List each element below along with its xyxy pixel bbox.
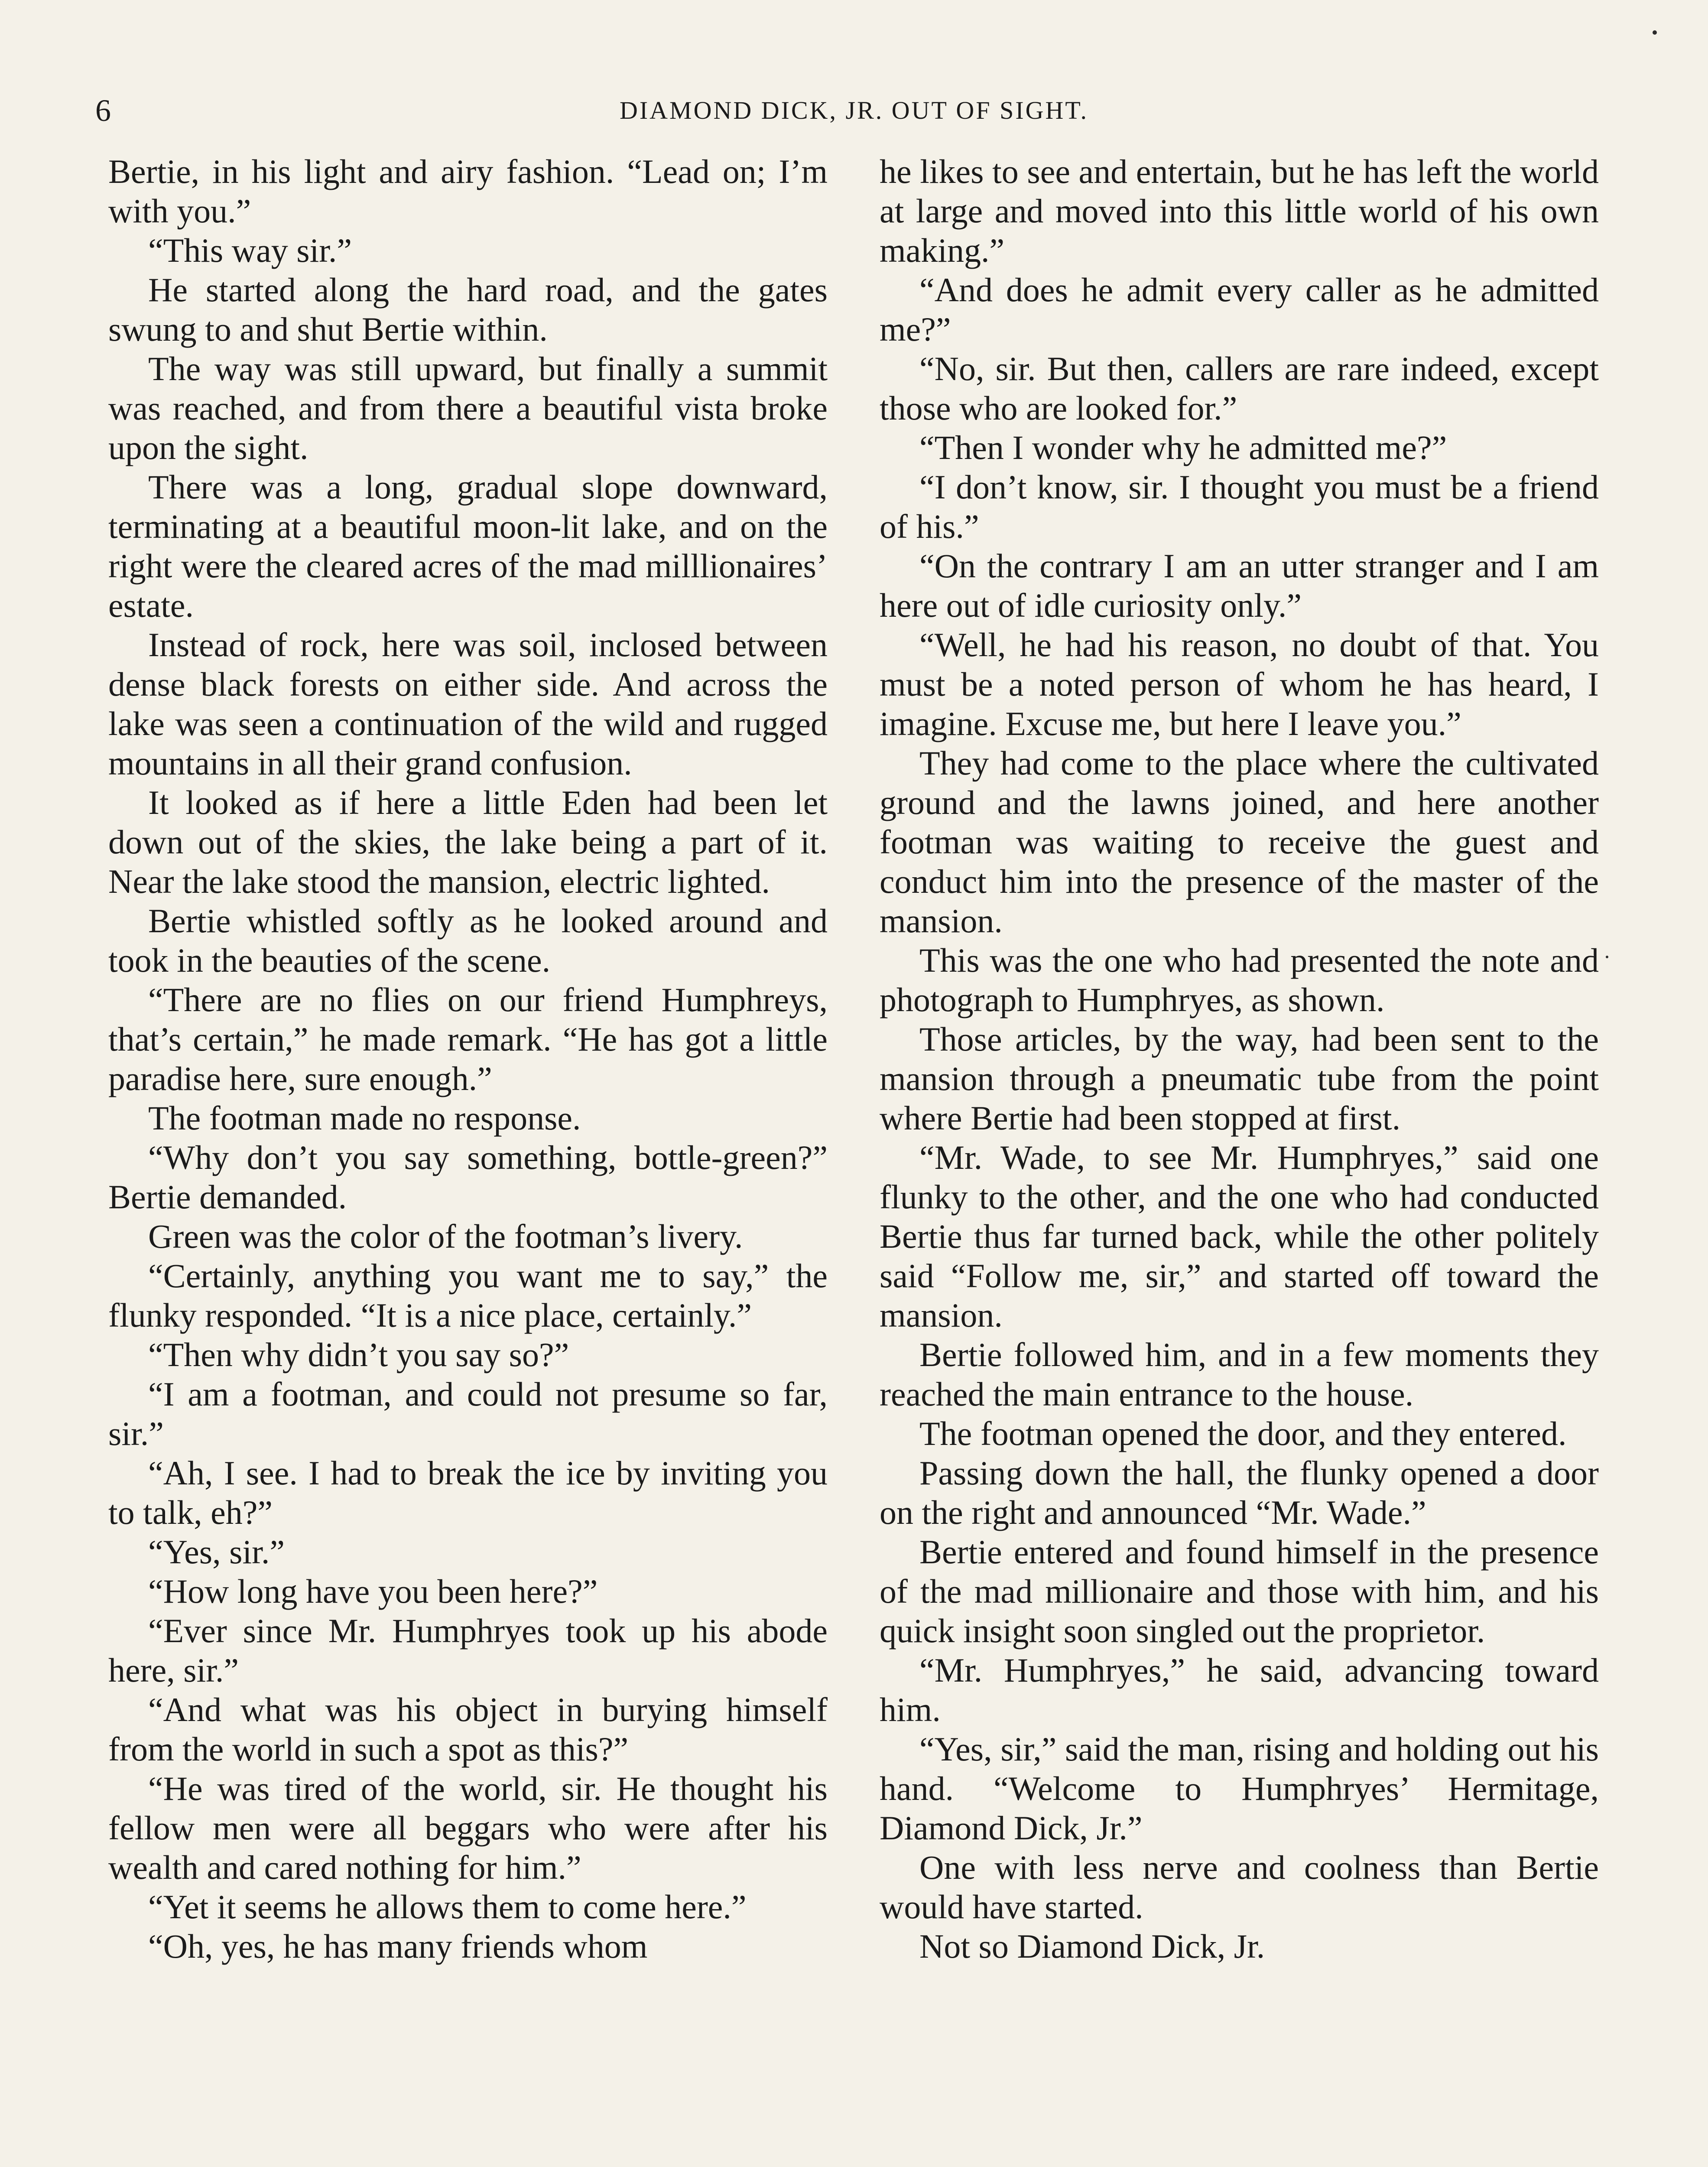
paragraph: The footman made no response. [148, 1099, 581, 1137]
paragraph: “How long have you been here?” [148, 1572, 598, 1610]
paragraph: “I am a footman, and could not presume so far, sir.” [108, 1375, 828, 1452]
paragraph: “Then I wonder why he admitted me?” [919, 429, 1447, 466]
paragraph: Passing down the hall, the flunky opened a door on the right and announced “Mr. Wade.” [880, 1454, 1599, 1531]
paragraph: Bertie entered and found himself in the presence of the mad millionaire and those with him, and his quick insight soon singled out the proprietor. [880, 1533, 1599, 1650]
paragraph: “He was tired of the world, sir. He thought his fellow men were all beggars who were after his wealth and cared nothing for him.” [108, 1770, 828, 1886]
paragraph: “Certainly, anything you want me to say,” the flunky responded. “It is a nice place, certainly.” [108, 1257, 828, 1334]
paragraph: “There are no flies on our friend Humphreys, that’s certain,” he made remark. “He has got a little paradise here, sure enough.” [108, 981, 828, 1097]
paragraph: They had come to the place where the cultivated ground and the lawns joined, and here another footman was waiting to receive the guest and conduct him into the presence of the master of the mansion. [880, 744, 1599, 940]
paragraph: “This way sir.” [148, 231, 352, 269]
article-columns [108, 152, 1599, 2167]
paragraph: “On the contrary I am an utter stranger and I am here out of idle curiosity only.” [880, 547, 1599, 624]
paragraph: “And what was his object in burying himself from the world in such a spot as this?” [108, 1691, 828, 1768]
running-title: DIAMOND DICK, JR. OUT OF SIGHT. [619, 96, 1089, 124]
paragraph: Green was the color of the footman’s livery. [148, 1217, 743, 1255]
paragraph: One with less nerve and coolness than Bertie would have started. [880, 1848, 1599, 1926]
paragraph: “Mr. Wade, to see Mr. Humphryes,” said one flunky to the other, and the one who had conducted Bertie thus far turned back, while the other politely said “Follow me, sir,” and started off toward the mansion. [880, 1139, 1599, 1334]
paragraph: he likes to see and entertain, but he has left the world at large and moved into this little world of his own making.” [880, 153, 1599, 269]
paragraph: Not so Diamond Dick, Jr. [919, 1927, 1265, 1965]
paragraph: It looked as if here a little Eden had been let down out of the skies, the lake being a part of it. Near the lake stood the mansion, electric lighted. [108, 784, 828, 900]
paragraph: “Oh, yes, he has many friends whom [148, 1927, 648, 1965]
paragraph: “Why don’t you say something, bottle-green?” Bertie demanded. [108, 1139, 828, 1216]
paragraph: “Well, he had his reason, no doubt of that. You must be a noted person of whom he has heard, I imagine. Excuse me, but here I leave you.” [880, 626, 1599, 742]
paragraph: “Ah, I see. I had to break the ice by inviting you to talk, eh?” [108, 1454, 828, 1531]
paragraph: “Ever since Mr. Humphryes took up his abode here, sir.” [108, 1612, 828, 1689]
ink-speck [1653, 30, 1657, 35]
paragraph: “Then why didn’t you say so?” [148, 1336, 569, 1373]
paragraph: Bertie, in his light and airy fashion. “Lead on; I’m with you.” [108, 153, 828, 230]
paragraph: Bertie whistled softly as he looked around and took in the beauties of the scene. [108, 902, 828, 979]
paragraph: The footman opened the door, and they entered. [919, 1415, 1567, 1452]
paragraph: This was the one who had presented the note and photograph to Humphryes, as shown. [880, 941, 1599, 1018]
paragraph: He started along the hard road, and the gates swung to and shut Bertie within. [108, 271, 828, 348]
paragraph: “I don’t know, sir. I thought you must be a friend of his.” [880, 468, 1599, 545]
paragraph: “And does he admit every caller as he admitted me?” [880, 271, 1599, 348]
page-number: 6 [95, 93, 111, 128]
page-header [95, 91, 1613, 130]
paragraph: “No, sir. But then, callers are rare indeed, except those who are looked for.” [880, 350, 1599, 427]
ink-speck [1606, 956, 1608, 958]
paragraph: Instead of rock, here was soil, inclosed between dense black forests on either side. And across the lake was seen a continuation of the wild and rugged mountains in all their grand confusion. [108, 626, 828, 782]
paragraph: “Mr. Humphryes,” he said, advancing toward him. [880, 1651, 1599, 1728]
paragraph: There was a long, gradual slope downward, terminating at a beautiful moon-lit lake, and on the right were the cleared acres of the mad milllionaires’ estate. [108, 468, 828, 624]
paragraph: “Yet it seems he allows them to come here.” [148, 1888, 747, 1926]
paragraph: “Yes, sir,” said the man, rising and holding out his hand. “Welcome to Humphryes’ Hermitage, Diamond Dick, Jr.” [880, 1730, 1599, 1847]
paragraph: The way was still upward, but finally a summit was reached, and from there a beautiful vista broke upon the sight. [108, 350, 828, 466]
paragraph: Bertie followed him, and in a few moments they reached the main entrance to the house. [880, 1336, 1599, 1413]
left-column [108, 152, 828, 2167]
right-column [880, 152, 1599, 2167]
paragraph: Those articles, by the way, had been sent to the mansion through a pneumatic tube from the point where Bertie had been stopped at first. [880, 1020, 1599, 1137]
paragraph: “Yes, sir.” [148, 1533, 285, 1571]
